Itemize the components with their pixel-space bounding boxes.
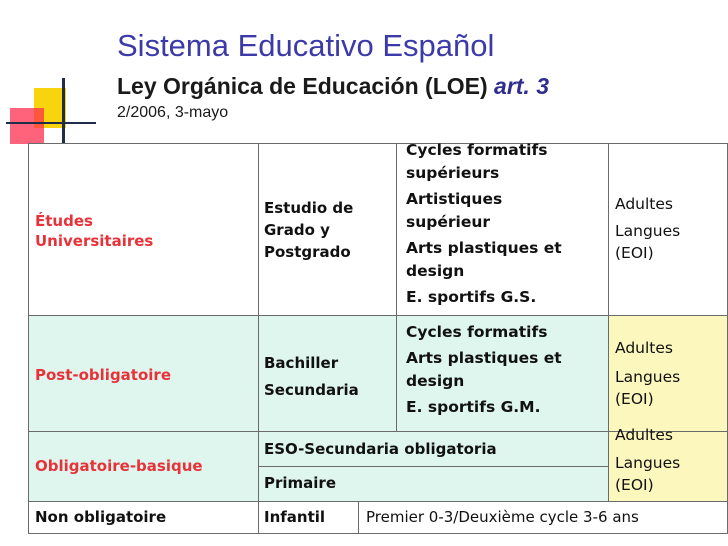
degree-line: Estudio de [264,199,354,217]
degree-line: Bachiller [264,354,339,372]
adult-line: Adultes [615,426,673,444]
primaire: Primaire [264,474,336,492]
label-line: Universitaires [35,232,154,250]
grid-line [258,143,259,534]
program-line: Cycles formatifs [406,141,548,159]
eso-secundaria: ESO-Secundaria obligatoria [264,440,497,458]
subtitle-law: Ley Orgánica de Educación (LOE) [117,73,488,99]
grid-line [396,143,397,431]
adult-line: Langues [615,368,681,386]
grid-line [28,501,728,502]
label-nonobligatoire: Non obligatoire [35,508,167,526]
label-postobligatoire: Post-obligatoire [35,366,171,384]
infantil: Infantil [264,508,326,526]
program-line: Cycles formatifs [406,323,548,341]
grid-line [28,143,728,144]
program-line: supérieur [406,213,491,231]
program-line: E. sportifs G.M. [406,398,541,416]
cycle-ages: Premier 0-3/Deuxième cycle 3-6 ans [366,508,639,526]
subtitle-article: art. 3 [494,73,550,99]
adult-line: Langues [615,454,681,472]
degree-universitaires [264,197,353,263]
program-line: Arts plastiques et [406,349,562,367]
degree-postobligatoire [264,350,359,404]
programs-postobligatoire [406,321,562,419]
grid-line [358,501,359,534]
page-title: Sistema Educativo Español [117,28,495,63]
grid-line [28,143,29,534]
adult-line: Langues [615,222,681,240]
programs-universitaires [406,139,562,309]
degree-line: Postgrado [264,243,351,261]
adult-line: (EOI) [615,390,654,408]
adult-line: Adultes [615,339,673,357]
adult-line: (EOI) [615,244,654,262]
program-line: Arts plastiques et [406,239,562,257]
grid-line [28,533,728,534]
adult-universitaires [615,191,680,267]
adult-line: (EOI) [615,476,654,494]
degree-line: Secundaria [264,381,359,399]
grid-line [258,466,608,467]
program-line: design [406,262,465,280]
program-line: design [406,372,465,390]
degree-line: Grado y [264,221,330,239]
page-date: 2/2006, 3-mayo [117,104,229,121]
label-line: Études [35,212,93,230]
grid-line [608,143,609,501]
program-line: E. sportifs G.S. [406,288,537,306]
adult-postobligatoire [615,335,680,413]
program-line: Artistiques [406,190,503,208]
program-line: supérieurs [406,164,500,182]
label-obligatoire: Obligatoire-basique [35,457,203,475]
grid-line [28,315,728,316]
adult-obligatoire [615,428,680,496]
label-universitaires [35,211,153,251]
adult-line: Adultes [615,195,673,213]
